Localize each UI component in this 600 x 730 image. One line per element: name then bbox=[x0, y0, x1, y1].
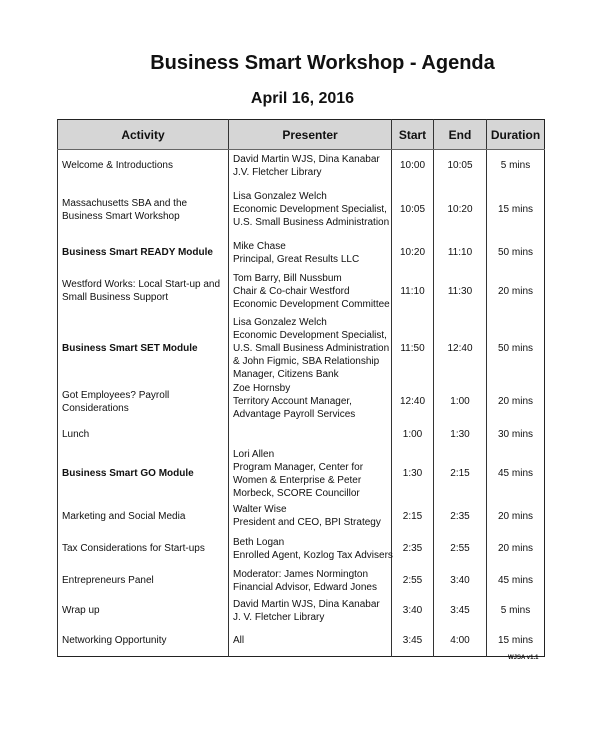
header-activity: Activity bbox=[58, 120, 229, 150]
presenter-line: Walter Wise bbox=[233, 504, 287, 515]
table-row bbox=[58, 597, 545, 625]
start-cell: 12:40 bbox=[392, 382, 434, 422]
presenter-line: U.S. Small Business Administration bbox=[233, 217, 390, 228]
end-cell: 3:40 bbox=[434, 565, 487, 597]
table-row bbox=[58, 448, 545, 500]
event-date: April 16, 2016 bbox=[250, 90, 355, 107]
start-cell: 11:50 bbox=[392, 315, 434, 382]
activity-cell: Networking Opportunity bbox=[58, 625, 229, 657]
presenter-cell bbox=[229, 565, 392, 597]
presenter-line: Enrolled Agent, Kozlog Tax Advisers bbox=[233, 549, 393, 561]
presenter-line: Financial Advisor, Edward Jones bbox=[233, 581, 377, 593]
version-label: WJSA v1.1 bbox=[508, 655, 539, 661]
header-duration: Duration bbox=[487, 120, 545, 150]
start-cell: 2:15 bbox=[392, 500, 434, 533]
presenter-line: Tom Barry, Bill Nussbum bbox=[233, 272, 342, 284]
presenter-line: Women & Enterprise & Peter bbox=[233, 474, 362, 486]
presenter-cell bbox=[229, 238, 392, 268]
presenter-cell bbox=[229, 448, 392, 500]
start-cell: 10:05 bbox=[392, 182, 434, 238]
activity-cell: Lunch bbox=[58, 422, 229, 448]
table-row bbox=[58, 625, 545, 657]
table-row bbox=[58, 150, 545, 182]
duration-cell: 15 mins bbox=[487, 182, 545, 238]
end-cell: 10:05 bbox=[434, 150, 487, 182]
presenter-cell bbox=[229, 533, 392, 565]
duration-cell: 20 mins bbox=[487, 268, 545, 315]
table-row bbox=[58, 565, 545, 597]
presenter-cell bbox=[229, 382, 392, 422]
end-cell: 11:10 bbox=[434, 238, 487, 268]
page-title: Business Smart Workshop - Agenda bbox=[150, 52, 495, 74]
end-cell: 1:30 bbox=[434, 422, 487, 448]
activity-cell: Business Smart SET Module bbox=[58, 315, 229, 382]
presenter-cell bbox=[229, 500, 392, 533]
presenter-cell bbox=[229, 182, 392, 238]
table-row bbox=[58, 533, 545, 565]
presenter-cell bbox=[229, 268, 392, 315]
activity-cell: Wrap up bbox=[58, 597, 229, 625]
presenter-line: Economic Development Specialist, bbox=[233, 204, 387, 215]
duration-cell: 50 mins bbox=[487, 315, 545, 382]
start-cell: 11:10 bbox=[392, 268, 434, 315]
start-cell: 1:30 bbox=[392, 448, 434, 500]
presenter-cell bbox=[229, 625, 392, 657]
duration-cell: 20 mins bbox=[487, 533, 545, 565]
end-cell: 2:55 bbox=[434, 533, 487, 565]
presenter-line: David Martin WJS, Dina Kanabar bbox=[233, 598, 380, 610]
presenter-line: Economic Development Committee bbox=[233, 298, 390, 310]
header-presenter: Presenter bbox=[229, 120, 392, 150]
start-cell: 10:20 bbox=[392, 238, 434, 268]
presenter-cell bbox=[229, 315, 392, 382]
table-row bbox=[58, 315, 545, 382]
table-row bbox=[58, 182, 545, 238]
presenter-line: Principal, Great Results LLC bbox=[233, 253, 360, 265]
presenter-cell bbox=[229, 597, 392, 625]
activity-cell: Massachusetts SBA and the Business Smart Workshop bbox=[58, 182, 229, 238]
duration-cell: 5 mins bbox=[487, 597, 545, 625]
end-cell: 12:40 bbox=[434, 315, 487, 382]
duration-cell: 45 mins bbox=[487, 565, 545, 597]
presenter-line: Lisa Gonzalez Welch bbox=[233, 316, 327, 328]
presenter-line: Program Manager, Center for bbox=[233, 461, 364, 473]
end-cell: 4:00 bbox=[434, 625, 487, 657]
table-row bbox=[58, 382, 545, 422]
activity-cell: Business Smart GO Module bbox=[58, 448, 229, 500]
start-cell: 2:55 bbox=[392, 565, 434, 597]
activity-cell: Welcome & Introductions bbox=[58, 150, 229, 182]
header-start: Start bbox=[392, 120, 434, 150]
presenter-line: Manager, Citizens Bank bbox=[233, 368, 339, 380]
presenter-line: All bbox=[233, 634, 245, 646]
presenter-line: President and CEO, BPI Strategy bbox=[233, 517, 381, 528]
presenter-line: Lisa Gonzalez Welch bbox=[233, 191, 327, 202]
presenter-line: Advantage Payroll Services bbox=[233, 409, 356, 420]
duration-cell: 20 mins bbox=[487, 382, 545, 422]
table-row bbox=[58, 422, 545, 448]
start-cell: 10:00 bbox=[392, 150, 434, 182]
duration-cell: 5 mins bbox=[487, 150, 545, 182]
duration-cell: 15 mins bbox=[487, 625, 545, 657]
header-end: End bbox=[434, 120, 487, 150]
end-cell: 2:35 bbox=[434, 500, 487, 533]
start-cell: 3:45 bbox=[392, 625, 434, 657]
start-cell: 1:00 bbox=[392, 422, 434, 448]
agenda-table bbox=[57, 119, 545, 657]
presenter-line: Economic Development Specialist, bbox=[233, 329, 387, 341]
presenter-cell bbox=[229, 422, 392, 448]
presenter-line: Moderator: James Normington bbox=[233, 568, 369, 580]
table-row bbox=[58, 238, 545, 268]
duration-cell: 50 mins bbox=[487, 238, 545, 268]
presenter-line: J. V. Fletcher Library bbox=[233, 611, 325, 623]
end-cell: 11:30 bbox=[434, 268, 487, 315]
presenter-line: Lori Allen bbox=[233, 448, 275, 460]
activity-cell: Business Smart READY Module bbox=[58, 238, 229, 268]
duration-cell: 30 mins bbox=[487, 422, 545, 448]
activity-cell: Marketing and Social Media bbox=[58, 500, 229, 533]
presenter-cell bbox=[229, 150, 392, 182]
end-cell: 10:20 bbox=[434, 182, 487, 238]
presenter-line: Chair & Co-chair Westford bbox=[233, 285, 350, 297]
start-cell: 2:35 bbox=[392, 533, 434, 565]
presenter-line: David Martin WJS, Dina Kanabar bbox=[233, 153, 380, 165]
presenter-line: Territory Account Manager, bbox=[233, 396, 352, 407]
duration-cell: 45 mins bbox=[487, 448, 545, 500]
presenter-line: Zoe Hornsby bbox=[233, 383, 291, 394]
activity-cell: Got Employees? Payroll Considerations bbox=[58, 382, 229, 422]
start-cell: 3:40 bbox=[392, 597, 434, 625]
activity-cell: Entrepreneurs Panel bbox=[58, 565, 229, 597]
end-cell: 3:45 bbox=[434, 597, 487, 625]
activity-cell: Tax Considerations for Start-ups bbox=[58, 533, 229, 565]
table-row bbox=[58, 268, 545, 315]
activity-cell: Westford Works: Local Start-up and Small Business Support bbox=[58, 268, 229, 315]
presenter-line: J.V. Fletcher Library bbox=[233, 166, 322, 178]
presenter-line: Beth Logan bbox=[233, 536, 285, 548]
presenter-line: Mike Chase bbox=[233, 240, 286, 252]
end-cell: 1:00 bbox=[434, 382, 487, 422]
presenter-line: & John Figmic, SBA Relationship bbox=[233, 355, 380, 367]
presenter-line: Morbeck, SCORE Councillor bbox=[233, 487, 360, 499]
end-cell: 2:15 bbox=[434, 448, 487, 500]
table-row bbox=[58, 500, 545, 533]
presenter-line: U.S. Small Business Administration bbox=[233, 342, 390, 354]
header-row bbox=[58, 120, 545, 150]
duration-cell: 20 mins bbox=[487, 500, 545, 533]
